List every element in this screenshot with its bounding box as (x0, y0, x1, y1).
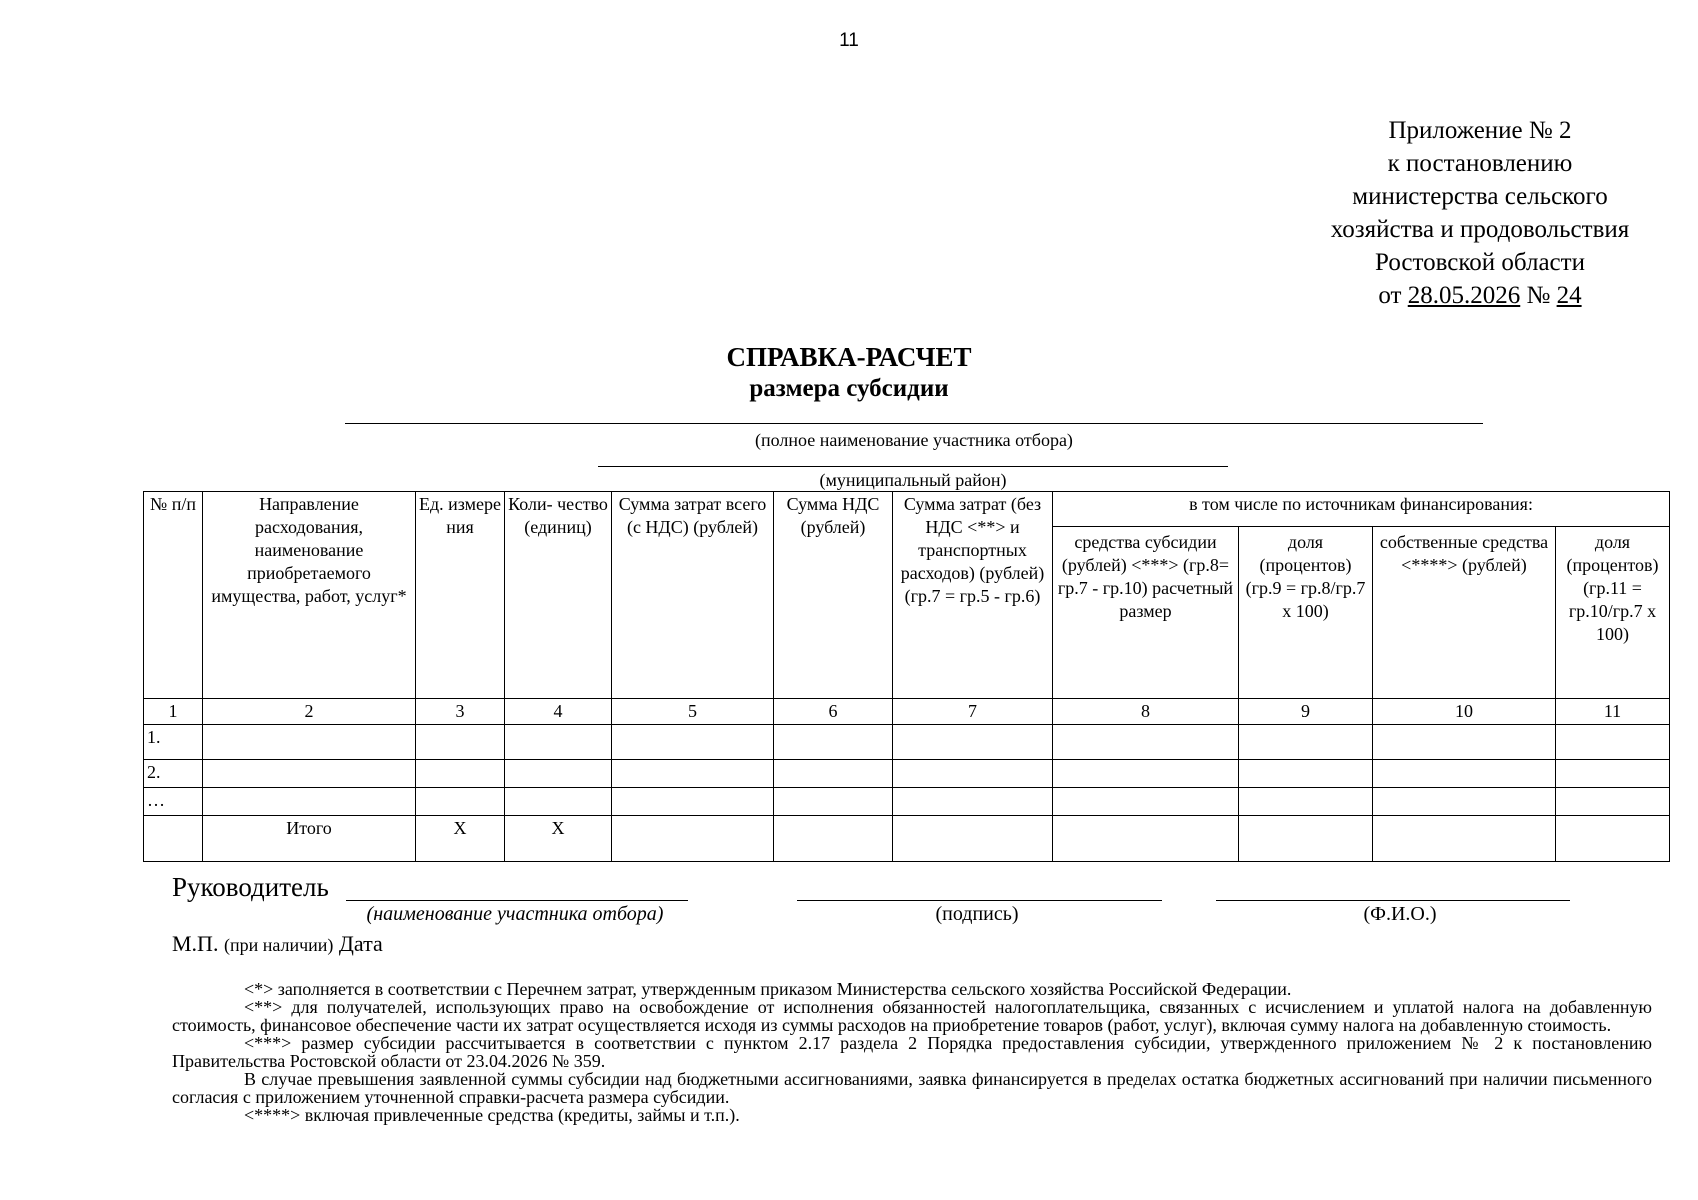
row-number (144, 816, 203, 862)
header-quantity: Коли- чество (единиц) (505, 492, 612, 699)
footnote: В случае превышения заявленной суммы субсидии над бюджетными ассигнованиями, заявка финансируется в пределах остатка бюджетных ассигнований при наличии письменного согласия с приложением уточненной справки-расчета размера субсидии. (172, 1069, 1652, 1107)
signature-caption: (подпись) (935, 903, 1019, 925)
cell-quantity[interactable] (505, 725, 612, 760)
table-row (144, 725, 1670, 760)
cell-own-share[interactable] (1556, 760, 1670, 788)
header-subsidy-share: доля (процентов) (гр.9 = гр.8/гр.7 х 100) (1239, 527, 1373, 699)
cell-total-cost[interactable] (612, 725, 774, 760)
footnote: <*> заполняется в соответствии с Перечнем затрат, утвержденным приказом Министерства сельского хозяйства Российской Федерации. (244, 979, 1292, 999)
appendix-line-4: хозяйства и продовольствия (1330, 216, 1630, 243)
date-label: Дата (338, 931, 383, 956)
column-number: 4 (505, 699, 612, 725)
cell-own-funds[interactable] (1373, 788, 1556, 816)
cell-quantity[interactable] (505, 760, 612, 788)
footnote: <***> размер субсидии рассчитывается в соответствии с пунктом 2.17 раздела 2 Порядка предоставления субсидии, утвержденного приложением № 2 к постановлению Правительства Ростовской области от 23.04.2026 № 359. (172, 1033, 1652, 1071)
total-subsidy-share[interactable] (1239, 816, 1373, 862)
head-label: Руководитель (172, 872, 329, 902)
cell-unit[interactable] (416, 760, 505, 788)
header-subsidy: средства субсидии (рублей) <***> (гр.8= гр.7 - гр.10) расчетный размер (1053, 527, 1239, 699)
header-unit: Ед. измере ния (416, 492, 505, 699)
cell-own-funds[interactable] (1373, 760, 1556, 788)
column-number: 5 (612, 699, 774, 725)
footnote: <****> включая привлеченные средства (кредиты, займы и т.п.). (244, 1105, 740, 1125)
header-vat: Сумма НДС (рублей) (774, 492, 893, 699)
total-row (144, 816, 1670, 862)
column-number: 10 (1373, 699, 1556, 725)
fio-line[interactable] (1216, 900, 1570, 901)
appendix-line-5: Ростовской области (1375, 249, 1585, 276)
stamp-line (172, 931, 383, 958)
cell-subsidy-share[interactable] (1239, 725, 1373, 760)
total-unit-mark: Х (416, 816, 505, 862)
appendix-line-3: министерства сельского (1352, 183, 1608, 210)
column-number: 11 (1556, 699, 1670, 725)
column-numbers-row (144, 699, 1670, 725)
fio-caption: (Ф.И.О.) (1363, 903, 1437, 925)
header-funding-sources: в том числе по источникам финансирования: (1053, 492, 1670, 527)
cell-subsidy[interactable] (1053, 788, 1239, 816)
column-number: 2 (203, 699, 416, 725)
appendix-line-1: Приложение № 2 (1388, 117, 1572, 144)
cell-vat[interactable] (774, 725, 893, 760)
total-own-funds[interactable] (1373, 816, 1556, 862)
header-own-funds: собственные средства <****> (рублей) (1373, 527, 1556, 699)
header-cost-no-vat: Сумма затрат (без НДС <**> и транспортных расходов) (рублей) (гр.7 = гр.5 - гр.6) (893, 492, 1053, 699)
cell-quantity[interactable] (505, 788, 612, 816)
stamp-label: М.П. (172, 931, 219, 956)
cell-direction[interactable] (203, 760, 416, 788)
cell-unit[interactable] (416, 788, 505, 816)
footnote: <**> для получателей, использующих право на освобождение от исполнения обязанностей налогоплательщика, связанных с исчислением и уплатой налога на добавленную стоимость, финансовое обеспечение части их затрат осуществляется исходя из суммы расходов на приобретение товаров (работ, услуг), включая сумму налога на добавленную стоимость. (172, 997, 1652, 1035)
row-number: 2. (144, 760, 203, 788)
column-number: 7 (893, 699, 1053, 725)
cell-direction[interactable] (203, 725, 416, 760)
header-direction: Направление расходования, наименование приобретаемого имущества, работ, услуг* (203, 492, 416, 699)
document-title: СПРАВКА-РАСЧЕТ (726, 342, 972, 372)
cell-cost-no-vat[interactable] (893, 760, 1053, 788)
appendix-date-prefix: от (1378, 282, 1402, 309)
table-row (144, 788, 1670, 816)
appendix-date: 28.05.2026 (1407, 282, 1521, 309)
column-number: 1 (144, 699, 203, 725)
header-number: № п/п (144, 492, 203, 699)
total-quantity-mark: Х (505, 816, 612, 862)
total-label: Итого (203, 816, 416, 862)
header-own-share: доля (процентов) (гр.11 = гр.10/гр.7 х 100) (1556, 527, 1670, 699)
cell-own-share[interactable] (1556, 725, 1670, 760)
column-number: 3 (416, 699, 505, 725)
stamp-note: (при наличии) (223, 935, 334, 955)
total-own-share[interactable] (1556, 816, 1670, 862)
row-number: 1. (144, 725, 203, 760)
header-total-cost: Сумма затрат всего (с НДС) (рублей) (612, 492, 774, 699)
cell-total-cost[interactable] (612, 788, 774, 816)
cell-total-cost[interactable] (612, 760, 774, 788)
column-number: 6 (774, 699, 893, 725)
participant-name-caption-italic: (наименование участника отбора) (366, 903, 664, 925)
cell-vat[interactable] (774, 760, 893, 788)
district-line[interactable] (598, 466, 1228, 467)
signature-line[interactable] (797, 900, 1162, 901)
cell-cost-no-vat[interactable] (893, 725, 1053, 760)
cell-vat[interactable] (774, 788, 893, 816)
total-subsidy[interactable] (1053, 816, 1239, 862)
cell-subsidy-share[interactable] (1239, 760, 1373, 788)
column-number: 8 (1053, 699, 1239, 725)
cell-subsidy-share[interactable] (1239, 788, 1373, 816)
page-number: 11 (839, 30, 859, 51)
total-cost[interactable] (612, 816, 774, 862)
total-cost-no-vat[interactable] (893, 816, 1053, 862)
cell-own-funds[interactable] (1373, 725, 1556, 760)
participant-name-line[interactable] (345, 423, 1483, 424)
table-row (144, 760, 1670, 788)
row-number: … (144, 788, 203, 816)
cell-direction[interactable] (203, 788, 416, 816)
cell-subsidy[interactable] (1053, 760, 1239, 788)
appendix-line-2: к постановлению (1387, 150, 1573, 177)
participant-signature-line[interactable] (346, 900, 688, 901)
appendix-number: 24 (1556, 282, 1582, 309)
cell-cost-no-vat[interactable] (893, 788, 1053, 816)
cell-own-share[interactable] (1556, 788, 1670, 816)
cell-subsidy[interactable] (1053, 725, 1239, 760)
appendix-number-prefix: № (1526, 282, 1551, 309)
appendix-date-line (1260, 279, 1698, 312)
cell-unit[interactable] (416, 725, 505, 760)
total-vat[interactable] (774, 816, 893, 862)
footnotes (172, 980, 1652, 1124)
participant-name-caption: (полное наименование участника отбора) (755, 430, 1073, 450)
calculation-table (143, 491, 1670, 862)
column-number: 9 (1239, 699, 1373, 725)
district-caption: (муниципальный район) (819, 470, 1007, 490)
appendix-block (1260, 114, 1698, 312)
document-subtitle: размера субсидии (749, 375, 949, 402)
